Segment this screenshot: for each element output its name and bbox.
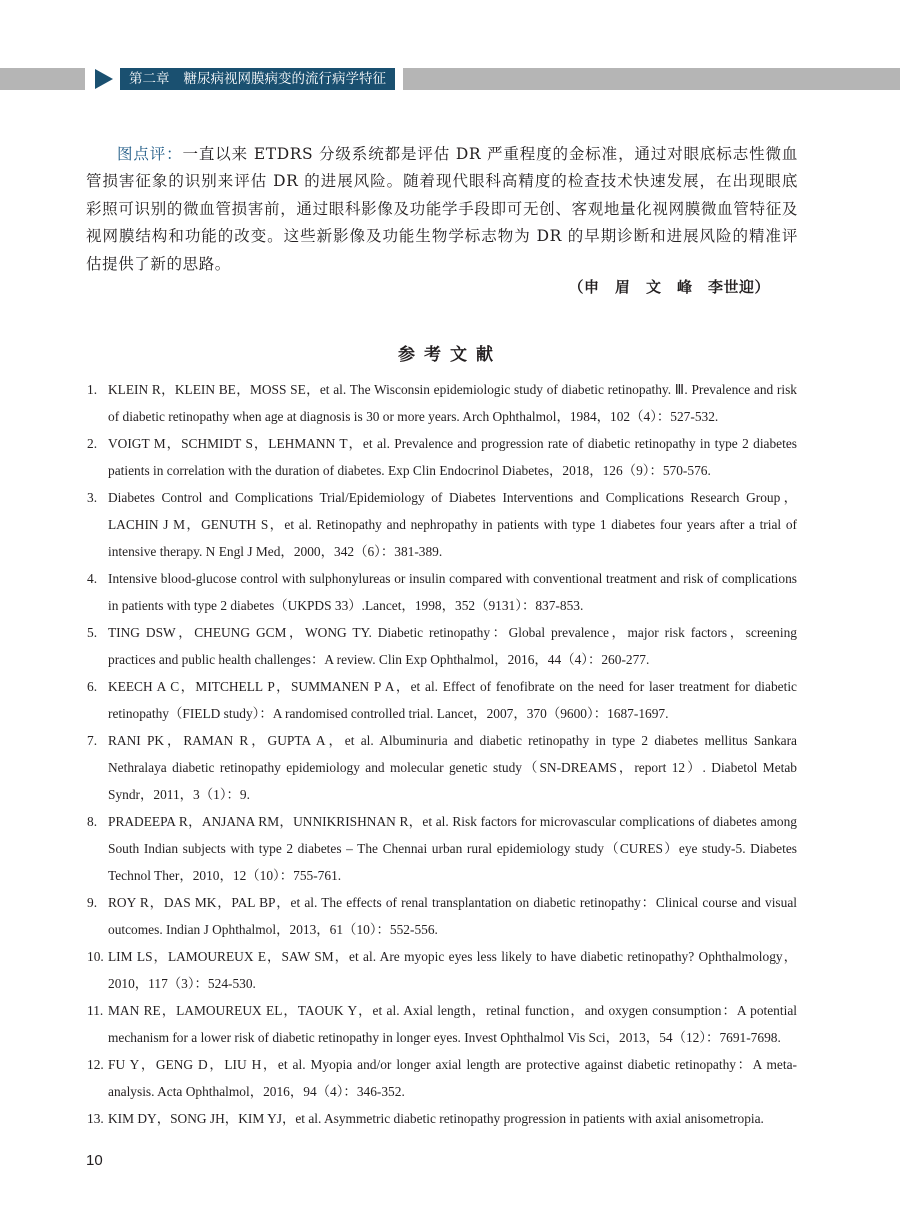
reference-number: 7. [87, 733, 98, 748]
reference-item [87, 565, 797, 619]
reference-text: LIM LS，LAMOUREUX E，SAW SM，et al. Are myopic eyes less likely to have diabetic retinopathy? Ophthalmology，2010，117（3）：524-530. [108, 949, 797, 991]
reference-number: 13. [87, 1111, 104, 1126]
running-header [0, 68, 900, 90]
reference-text: KIM DY，SONG JH，KIM YJ，et al. Asymmetric diabetic retinopathy progression in patients with axial anisometropia. [108, 1111, 764, 1126]
reference-item [87, 673, 797, 727]
figure-comment [86, 141, 798, 279]
reference-text: Diabetes Control and Complications Trial/Epidemiology of Diabetes Interventions and Complications Research Group，LACHIN J M，GENUTH S，et al. Retinopathy and nephropathy in patients with type 1 diabetes four years after a trial of intensive therapy. N Engl J Med，2000，342（6）：381-389. [108, 490, 797, 559]
figure-comment-body: 一直以来 ETDRS 分级系统都是评估 DR 严重程度的金标准，通过对眼底标志性微血管损害征象的识别来评估 DR 的进展风险。随着现代眼科高精度的检查技术快速发展，在出现眼底彩照可识别的微血管损害前，通过眼科影像及功能学手段即可无创、客观地量化视网膜微血管特征及视网膜结构和功能的改变。这些新影像及功能生物学标志物为 DR 的早期诊断和进展风险的精准评估提供了新的思路。 [86, 144, 798, 273]
reference-text: ROY R，DAS MK，PAL BP，et al. The effects of renal transplantation on diabetic retinopathy：Clinical course and visual outcomes. Indian J Ophthalmol，2013，61（10）：552-556. [108, 895, 797, 937]
reference-number: 11. [87, 1003, 104, 1018]
reference-number: 9. [87, 895, 98, 910]
reference-text: MAN RE，LAMOUREUX EL，TAOUK Y，et al. Axial length，retinal function，and oxygen consumption：A potential mechanism for a lower risk of diabetic retinopathy in longer eyes. Invest Ophthalmol Vis Sci，2013，54（12）：7691-7698. [108, 1003, 797, 1045]
reference-text: RANI PK，RAMAN R，GUPTA A，et al. Albuminuria and diabetic retinopathy in type 2 diabetes mellitus Sankara Nethralaya diabetic retinopathy epidemiology and molecular genetic study（SN-DREAMS，report 12）. Diabetol Metab Syndr，2011，3（1）：9. [108, 733, 797, 802]
reference-item [87, 619, 797, 673]
reference-item [87, 727, 797, 808]
reference-text: VOIGT M，SCHMIDT S，LEHMANN T，et al. Prevalence and progression rate of diabetic retinopathy in type 2 diabetes patients in correlation with the duration of diabetes. Exp Clin Endocrinol Diabetes，2018，126（9）：570-576. [108, 436, 797, 478]
reference-number: 4. [87, 571, 98, 586]
page-number: 10 [86, 1152, 103, 1169]
reference-number: 12. [87, 1057, 104, 1072]
reference-text: KEECH A C，MITCHELL P，SUMMANEN P A，et al. Effect of fenofibrate on the need for laser treatment for diabetic retinopathy（FIELD study）：A randomised controlled trial. Lancet，2007，370（9600）：1687-1697. [108, 679, 797, 721]
reference-item [87, 889, 797, 943]
reference-text: FU Y，GENG D，LIU H，et al. Myopia and/or longer axial length are protective against diabetic retinopathy：A meta-analysis. Acta Ophthalmol，2016，94（4）：346-352. [108, 1057, 797, 1099]
chapter-title: 糖尿病视网膜病变的流行病学特征 [183, 71, 386, 87]
references-list [87, 376, 797, 1132]
reference-number: 5. [87, 625, 98, 640]
reference-number: 8. [87, 814, 98, 829]
reference-item [87, 943, 797, 997]
reference-item [87, 997, 797, 1051]
chapter-number: 第二章 [129, 71, 170, 87]
reference-number: 10. [87, 949, 104, 964]
reference-item [87, 1105, 797, 1132]
reference-text: KLEIN R，KLEIN BE，MOSS SE，et al. The Wisconsin epidemiologic study of diabetic retinopathy. Ⅲ. Prevalence and risk of diabetic retinopathy when age at diagnosis is 30 or more years. Arch Ophthalmol，1984，102（4）：527-532. [108, 382, 797, 424]
reference-text: TING DSW，CHEUNG GCM，WONG TY. Diabetic retinopathy：Global prevalence，major risk factors，screening practices and public health challenges：A review. Clin Exp Ophthalmol，2016，44（4）：260-277. [108, 625, 797, 667]
header-bar-left [0, 68, 85, 90]
reference-item [87, 808, 797, 889]
figure-comment-lead: 图点评： [117, 144, 183, 163]
reference-number: 2. [87, 436, 98, 451]
authors-line: （申 眉 文 峰 李世迎） [568, 278, 770, 296]
header-bar-right [403, 68, 900, 90]
reference-item [87, 1051, 797, 1105]
references-heading: 参考文献 [398, 345, 502, 365]
reference-number: 3. [87, 490, 98, 505]
reference-number: 6. [87, 679, 98, 694]
reference-item [87, 430, 797, 484]
triangle-arrow-icon [95, 69, 113, 89]
chapter-label-box [120, 68, 395, 90]
reference-number: 1. [87, 382, 98, 397]
reference-item [87, 484, 797, 565]
reference-text: PRADEEPA R，ANJANA RM，UNNIKRISHNAN R，et al. Risk factors for microvascular complications of diabetes among South Indian subjects with type 2 diabetes – The Chennai urban rural epidemiology study（CURES）eye study-5. Diabetes Technol Ther，2010，12（10）：755-761. [108, 814, 797, 883]
reference-item [87, 376, 797, 430]
reference-text: Intensive blood-glucose control with sulphonylureas or insulin compared with conventional treatment and risk of complications in patients with type 2 diabetes（UKPDS 33）.Lancet，1998，352（9131）：837-853. [108, 571, 797, 613]
